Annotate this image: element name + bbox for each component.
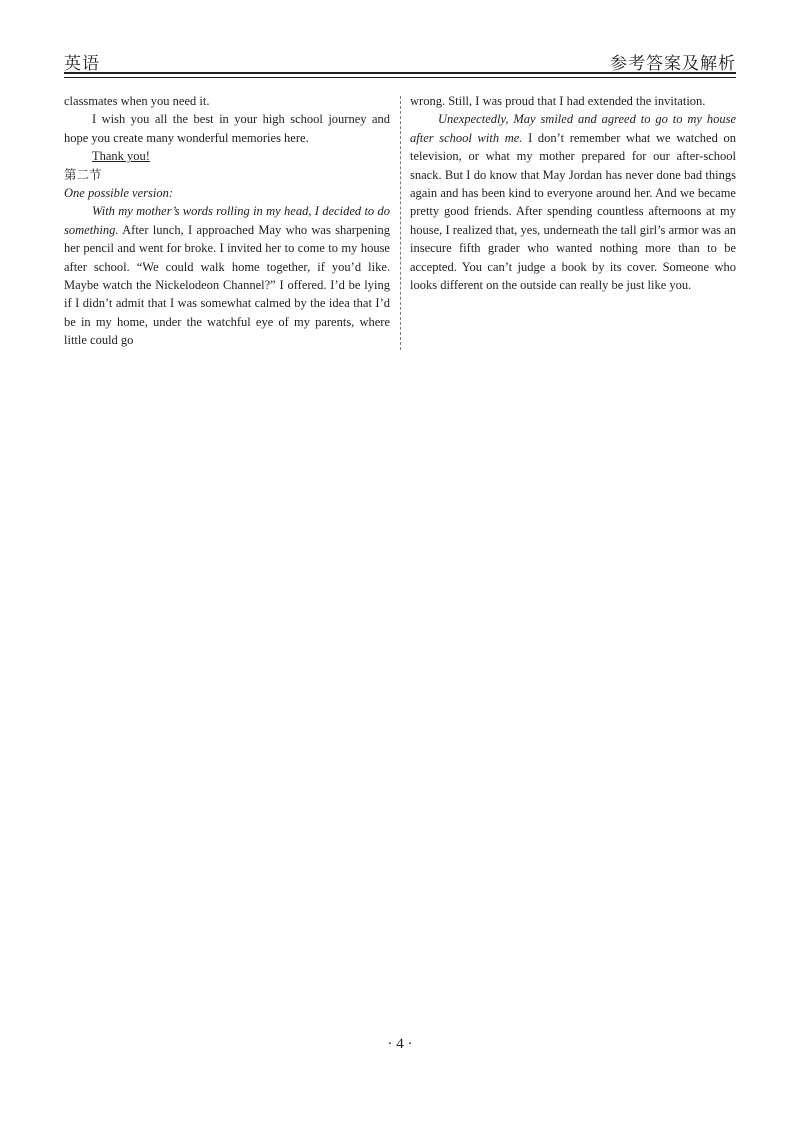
header-rule-thin <box>64 77 736 78</box>
story-paragraph-1-continued: wrong. Still, I was proud that I had extended the invitation. <box>410 94 706 108</box>
version-label: One possible version: <box>64 186 174 201</box>
story-paragraph-2-body: I don’t remember what we watched on television, or what my mother prepared for our after-school snack. But I do know that May Jordan has never done bad things again and has been kind to everyone around her. And we became pretty good friends. After spending countless afternoons at my house, I realized that, yes, underneath the tall girl’s armor was an insecure fifth grader who wanted nothing more than to be accepted. You can’t judge a book by its cover. Someone who looks different on the outside can really be just like you. <box>410 130 736 293</box>
thank-you-line <box>64 147 390 165</box>
header-section-title: 参考答案及解析 <box>610 54 736 73</box>
continued-line: classmates when you need it. <box>64 94 210 108</box>
story-paragraph-2 <box>410 110 736 294</box>
column-divider <box>400 96 401 350</box>
right-column <box>410 92 736 294</box>
thank-you-text: Thank you! <box>92 149 150 164</box>
section-label: 第二节 <box>64 167 102 182</box>
left-column <box>64 92 390 350</box>
story-paragraph-1-opening: With my mother’s words rolling in my head, I decided to do something. <box>64 204 390 237</box>
story-paragraph-1-body: After lunch, I approached May who was sharpening her pencil and went for broke. I invited her to come to my house after school. “We could walk home together, if you’d like. Maybe watch the Nickelodeon Channel?” I offered. I’d be lying if I didn’t admit that I was somewhat calmed by the idea that I’d be in my home, under the watchful eye of my parents, where little could go <box>64 222 390 348</box>
header-subject: 英语 <box>64 54 100 73</box>
wish-paragraph: I wish you all the best in your high school journey and hope you create many wonderful memories here. <box>64 112 390 145</box>
page-number: · 4 · <box>387 1036 413 1052</box>
story-paragraph-2-opening: Unexpectedly, May smiled and agreed to go to my house after school with me. <box>410 112 736 145</box>
story-paragraph-1 <box>64 202 390 349</box>
header-rule-thick <box>64 72 736 74</box>
